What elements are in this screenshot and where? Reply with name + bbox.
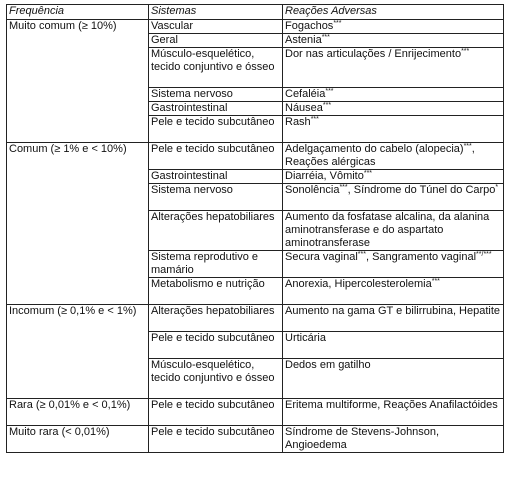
frequency-cell: Rara (≥ 0,01% e < 0,1%) xyxy=(7,399,149,426)
header-systems: Sistemas xyxy=(149,5,283,20)
reaction-cell: Secura vaginal***, Sangramento vaginal**/*** xyxy=(283,251,504,278)
system-cell: Sistema nervoso xyxy=(149,184,283,211)
system-cell: Músculo-esquelético, tecido conjuntivo e ósseo xyxy=(149,48,283,88)
system-cell: Gastrointestinal xyxy=(149,102,283,116)
system-cell: Pele e tecido subcutâneo xyxy=(149,332,283,359)
reaction-cell: Aumento da fosfatase alcalina, da alanina aminotransferase e do aspartato aminotransferase xyxy=(283,211,504,251)
reaction-cell: Náusea*** xyxy=(283,102,504,116)
reaction-cell: Eritema multiforme, Reações Anafilactóides xyxy=(283,399,504,426)
system-cell: Pele e tecido subcutâneo xyxy=(149,143,283,170)
reaction-cell: Síndrome de Stevens-Johnson, Angioedema xyxy=(283,426,504,453)
system-cell: Vascular xyxy=(149,20,283,34)
system-cell: Geral xyxy=(149,34,283,48)
header-reactions: Reações Adversas xyxy=(283,5,504,20)
reaction-cell: Fogachos*** xyxy=(283,20,504,34)
header-row xyxy=(7,5,504,20)
reaction-cell: Urticária xyxy=(283,332,504,359)
system-cell: Sistema nervoso xyxy=(149,88,283,102)
frequency-cell: Muito rara (< 0,01%) xyxy=(7,426,149,453)
reaction-cell: Adelgaçamento do cabelo (alopecia)***, Reações alérgicas xyxy=(283,143,504,170)
table-row xyxy=(7,399,504,426)
reaction-cell: Cefaléia*** xyxy=(283,88,504,102)
frequency-cell: Comum (≥ 1% e < 10%) xyxy=(7,143,149,305)
system-cell: Metabolismo e nutrição xyxy=(149,278,283,305)
frequency-cell: Muito comum (≥ 10%) xyxy=(7,20,149,143)
frequency-cell: Incomum (≥ 0,1% e < 1%) xyxy=(7,305,149,399)
system-cell: Alterações hepatobiliares xyxy=(149,305,283,332)
adverse-reactions-table xyxy=(6,4,504,453)
system-cell: Pele e tecido subcutâneo xyxy=(149,426,283,453)
table-row xyxy=(7,305,504,332)
reaction-cell: Dor nas articulações / Enrijecimento*** xyxy=(283,48,504,88)
header-frequency: Frequência xyxy=(7,5,149,20)
system-cell: Sistema reprodutivo e mamário xyxy=(149,251,283,278)
system-cell: Alterações hepatobiliares xyxy=(149,211,283,251)
table-row xyxy=(7,20,504,34)
reaction-cell: Aumento na gama GT e bilirrubina, Hepatite xyxy=(283,305,504,332)
system-cell: Pele e tecido subcutâneo xyxy=(149,399,283,426)
reaction-cell: Astenia*** xyxy=(283,34,504,48)
reaction-cell: Dedos em gatilho xyxy=(283,359,504,399)
reaction-cell: Rash*** xyxy=(283,116,504,143)
reaction-cell: Diarréia, Vômito*** xyxy=(283,170,504,184)
table-row xyxy=(7,426,504,453)
reaction-cell: Sonolência***, Síndrome do Túnel do Carpo* xyxy=(283,184,504,211)
system-cell: Gastrointestinal xyxy=(149,170,283,184)
system-cell: Pele e tecido subcutâneo xyxy=(149,116,283,143)
reaction-cell: Anorexia, Hipercolesterolemia*** xyxy=(283,278,504,305)
system-cell: Músculo-esquelético, tecido conjuntivo e ósseo xyxy=(149,359,283,399)
table-row xyxy=(7,143,504,170)
